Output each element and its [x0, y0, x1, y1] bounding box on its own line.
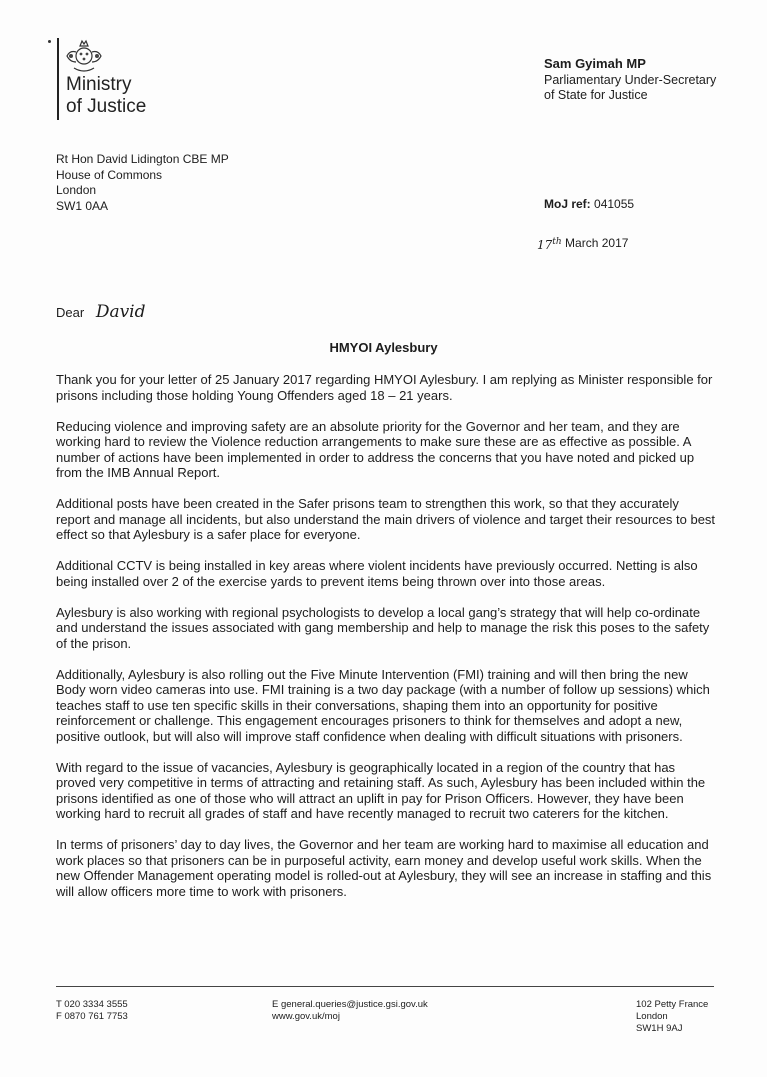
footer-contact: [56, 999, 128, 1023]
salutation: [56, 302, 146, 322]
letter-subject: HMYOI Aylesbury: [329, 340, 438, 355]
ref-label: MoJ ref:: [544, 197, 591, 211]
minister-title-1: Parliamentary Under-Secretary: [544, 73, 717, 87]
footer-web: www.gov.uk/moj: [272, 1011, 340, 1022]
footer-fax: F 0870 761 7753: [56, 1011, 128, 1022]
recipient-address: [56, 152, 229, 214]
body-paragraph: Additionally, Aylesbury is also rolling out the Five Minute Intervention (FMI) training and will then bring the new Body worn video cameras into use. FMI training is a two day package (with a number of follow up sessions) which teaches staff to use ten specific skills in their conversations, shaping them into an opportunity for positive reinforcement or challenge. This engagement encourages prisoners to think for themselves and adopt a new, positive outlook, but will also will improve staff confidence when dealing with difficult situations with prisoners.: [56, 666, 710, 744]
date-month-year: March 2017: [565, 236, 629, 250]
footer-email: E general.queries@justice.gsi.gov.uk: [272, 999, 428, 1010]
minister-title-2: of State for Justice: [544, 88, 648, 102]
body-paragraph: Aylesbury is also working with regional psychologists to develop a local gang’s strategy that will help co-ordinate and understand the issues associated with gang membership and help to manage the risk this poses to the safety of the prison.: [56, 604, 710, 651]
body-paragraph: In terms of prisoners’ day to day lives, the Governor and her team are working hard to maximise all education and work places so that prisoners can be in purposeful activity, earn money and develop useful work skills. When the new Offender Management operating model is rolled-out at Aylesbury, they will see an increase in staffing and this will allow officers more time to work with prisoners.: [56, 837, 712, 899]
footer-phone: T 020 3334 3555: [56, 999, 128, 1010]
footer-address-line: SW1H 9AJ: [636, 1023, 683, 1034]
footer-address: [636, 999, 708, 1035]
logo-line-1: Ministry: [66, 74, 132, 95]
royal-crest-icon: [62, 38, 106, 74]
ref-value: 041055: [594, 197, 635, 211]
scan-mark: [48, 40, 51, 43]
body-paragraph: Additional posts have been created in the Safer prisons team to strengthen this work, so that they accurately report and manage all incidents, but also understand the main drivers of violence and target their resources to best effect so that Aylesbury is a safer place for everyone.: [56, 496, 716, 542]
recipient-line: SW1 0AA: [56, 198, 109, 213]
recipient-line: House of Commons: [56, 167, 163, 182]
ministry-logo: [66, 74, 146, 118]
reference: [544, 197, 634, 211]
recipient-line: Rt Hon David Lidington CBE MP: [56, 152, 229, 166]
letter-body: [56, 372, 716, 915]
body-paragraph: With regard to the issue of vacancies, Aylesbury is geographically located in a region of the country that has proved very competitive in terms of attracting and retaining staff. As such, Aylesbury has been included within the prisons identified as one of those who will attract an uplift in pay for Prison Officers. However, they have been working hard to recruit all grades of staff and have recently managed to recruit two caterers for the kitchen.: [56, 759, 706, 821]
date-day-handwritten: 17th: [537, 237, 562, 252]
footer-divider: [56, 986, 714, 987]
minister-block: [544, 56, 716, 103]
recipient-line: London: [56, 183, 97, 197]
footer-address-line: London: [636, 1011, 668, 1022]
letter-date: [537, 235, 628, 250]
body-paragraph: Thank you for your letter of 25 January 2017 regarding HMYOI Aylesbury. I am replying as Minister responsible for prisons including those holding Young Offenders aged 18 – 21 years.: [56, 372, 713, 403]
logo-bar: [57, 38, 59, 120]
body-paragraph: Additional CCTV is being installed in key areas where violent incidents have previously occurred. Netting is also being installed over 2 of the exercise yards to prevent items being thrown over into those areas.: [56, 558, 698, 589]
footer-address-line: 102 Petty France: [636, 999, 709, 1010]
salutation-dear: Dear: [56, 305, 85, 320]
salutation-name-handwritten: David: [95, 302, 146, 322]
footer-online: [272, 999, 428, 1023]
logo-line-2: of Justice: [66, 96, 147, 117]
body-paragraph: Reducing violence and improving safety are an absolute priority for the Governor and her team, and they are working hard to review the Violence reduction arrangements to make sure these are as effective as possible. A number of actions have been implemented in order to address the concerns that you have noted and picked up from the IMB Annual Report.: [56, 418, 695, 480]
minister-name: Sam Gyimah MP: [544, 56, 646, 71]
